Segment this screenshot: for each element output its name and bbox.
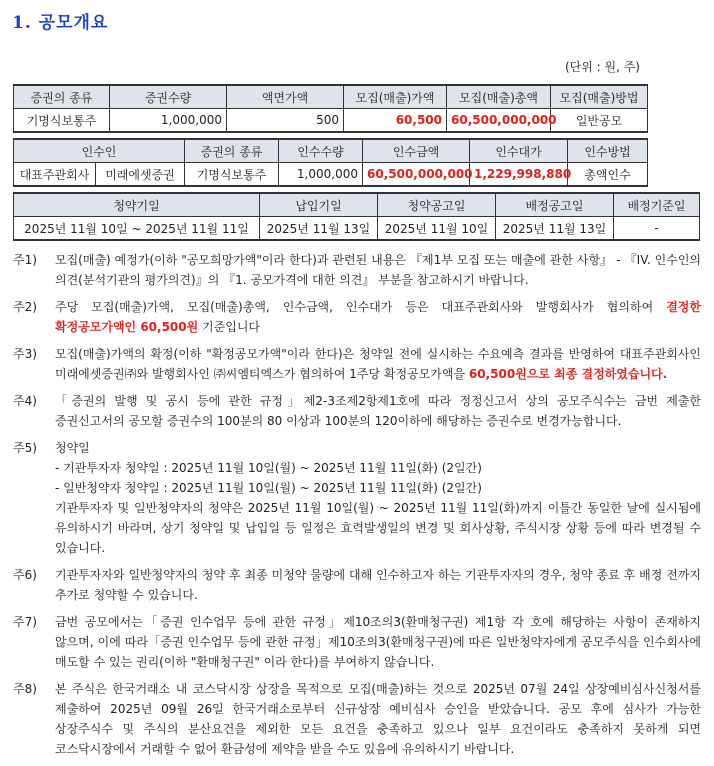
footnote	[13, 565, 701, 605]
footnote-label: 주4)	[13, 394, 37, 408]
table-header-row	[14, 139, 648, 163]
footnote-text: 본 주식은 한국거래소 내 코스닥시장 상장을 목적으로 모집(매출)하는 것으로 2025년 07월 24일 상장예비심사신청서를 제출하여 2025년 09월 26일 한국거래소로부터 신규상장 예비심사 승인을 받았습니다. 공모 후에 심사가 가능한 상장주식수 및 주식의 분산요건을 제외한 모든 요건을 충족하고 있으나 일부 요건이라도 충족하지 못하게 되면 코스닥시장에서 거래할 수 없어 환금성에 제약을 받을 수도 있음에 유의하시기 바랍니다.	[55, 682, 701, 756]
footnote	[13, 391, 701, 431]
table-cell: 대표주관회사	[14, 163, 96, 187]
footnote-label: 주2)	[13, 300, 37, 314]
table-row	[14, 217, 700, 241]
footnote-text: 모집(매출) 예정가(이하 "공모희망가액"이라 한다)과 관련된 내용은 『제1부 모집 또는 매출에 관한 사항』 - 『IV. 인수인의 의견(분석기관의 평가의견)』의 『1. 공모가격에 대한 의견』 부분을 참고하시기 바랍니다.	[55, 253, 701, 287]
table-cell: 2025년 11월 10일	[378, 217, 496, 241]
table-cell: 60,500,000,000	[363, 163, 470, 187]
footnote-line: - 기관투자자 청약일 : 2025년 11월 10일(월) ~ 2025년 11월 11일(화) (2일간)	[55, 461, 482, 475]
footnote-text	[55, 438, 701, 558]
table-cell: 1,000,000	[110, 109, 227, 133]
col-header: 모집(매출)가액	[344, 85, 447, 109]
col-header: 납입기일	[260, 193, 378, 217]
table-header-row	[14, 193, 700, 217]
table-cell: 일반공모	[551, 109, 648, 133]
section-title: 1. 공모개요	[12, 13, 109, 33]
footnote	[13, 344, 701, 384]
table-cell: -	[614, 217, 700, 241]
footnote	[13, 679, 701, 759]
footnote	[13, 297, 701, 337]
footnote	[13, 612, 701, 672]
footnote	[13, 250, 701, 290]
footnote-label: 주3)	[13, 347, 37, 361]
footnote-label: 주8)	[13, 682, 37, 696]
footnote-line: 기관투자자 및 일반청약자의 청약은 2025년 11월 10일(월) ~ 2025년 11월 11일(화)까지 이틀간 동일한 날에 실시됨에 유의하시기 바라며, 상기 청약일 및 납입일 등 일정은 효력발생일의 변경 및 회사상황, 주식시장 상황 등에 따라 변경될 수 있습니다.	[55, 501, 701, 555]
col-header: 증권의 종류	[14, 85, 110, 109]
footnote-text: 「증권의 발행 및 공시 등에 관한 규정」제2-3조제2항제1호에 따라 정정신고서 상의 공모주식수는 금번 제출한 증권신고서의 공모할 증권수의 100분의 80 이상과 100분의 120이하에 해당하는 증권수로 변경가능합니다.	[55, 394, 701, 428]
table-cell: 60,500	[344, 109, 447, 133]
footnote-line: - 일반청약자 청약일 : 2025년 11월 10일(월) ~ 2025년 11월 11일(화) (2일간)	[55, 481, 482, 495]
table-row	[14, 109, 648, 133]
table-cell: 2025년 11월 13일	[260, 217, 378, 241]
table-cell: 미래에셋증권	[96, 163, 185, 187]
table-cell: 60,500,000,000	[447, 109, 551, 133]
footnote-text-part: 주당 모집(매출)가액, 모집(매출)총액, 인수금액, 인수대가 등은 대표주관회사와 발행회사가 협의하여	[55, 300, 667, 314]
footnote-highlight: 결정한 확정공모가액인 60,500원	[55, 300, 701, 334]
underwriter-table	[13, 138, 648, 187]
table-cell: 총액인수	[568, 163, 648, 187]
col-header: 배정공고일	[496, 193, 614, 217]
col-header: 증권수량	[110, 85, 227, 109]
col-header: 액면가액	[227, 85, 344, 109]
footnote-label: 주5)	[13, 441, 37, 455]
footnote-line: 청약일	[55, 441, 90, 455]
col-header: 인수방법	[568, 139, 648, 163]
footnotes	[13, 250, 701, 766]
footnote-label: 주7)	[13, 615, 37, 629]
footnote-text	[55, 297, 701, 337]
table-cell: 2025년 11월 13일	[496, 217, 614, 241]
table-cell: 1,000,000	[279, 163, 363, 187]
table-cell: 500	[227, 109, 344, 133]
footnote-text	[55, 344, 701, 384]
footnote-highlight: 60,500원으로 최종 결정하였습니다.	[468, 367, 668, 381]
col-header: 증권의 종류	[185, 139, 279, 163]
securities-table	[13, 84, 648, 133]
col-header: 모집(매출)방법	[551, 85, 648, 109]
table-cell: 1,229,998,880	[470, 163, 568, 187]
table-header-row	[14, 85, 648, 109]
col-header: 청약공고일	[378, 193, 496, 217]
col-header: 인수대가	[470, 139, 568, 163]
table-cell: 기명식보통주	[14, 109, 110, 133]
unit-note: (단위 : 원, 주)	[564, 60, 640, 74]
footnote-text-part: 모집(매출)가액의 확정(이하 "확정공모가액"이라 한다)은 청약일 전에 실시하는 수요예측 결과를 반영하여 대표주관회사인 미래에셋증권㈜와 발행회사인 ㈜씨엠티엑스가 협의하여 1주당 확정공모가액을	[55, 347, 701, 381]
table-row	[14, 163, 648, 187]
col-header: 모집(매출)총액	[447, 85, 551, 109]
col-header: 인수수량	[279, 139, 363, 163]
footnote	[13, 438, 701, 558]
table-cell: 기명식보통주	[185, 163, 279, 187]
schedule-table	[13, 192, 700, 241]
footnote-label: 주1)	[13, 253, 37, 267]
col-header: 인수인	[14, 139, 185, 163]
footnote-text-part: 기준입니다	[198, 320, 261, 334]
col-header: 인수금액	[363, 139, 470, 163]
col-header: 청약기일	[14, 193, 260, 217]
col-header: 배정기준일	[614, 193, 700, 217]
footnote-text: 기관투자자와 일반청약자의 청약 후 최종 미청약 물량에 대해 인수하고자 하는 기관투자자의 경우, 청약 종료 후 배정 전까지 추가로 청약할 수 있습니다.	[55, 568, 701, 602]
footnote-label: 주6)	[13, 568, 37, 582]
footnote-text: 금번 공모에서는「증권 인수업무 등에 관한 규정」제10조의3(환매청구권) 제1항 각 호에 해당하는 사항이 존재하지 않으며, 이에 따라「증권 인수업무 등에 관한 규정」제10조의3(환매청구권)에 따른 일반청약자에게 공모주식을 인수회사에 매도할 수 있는 권리(이하 "환매청구권" 이라 한다)를 부여하지 않습니다.	[55, 615, 701, 669]
table-cell: 2025년 11월 10일 ~ 2025년 11월 11일	[14, 217, 260, 241]
